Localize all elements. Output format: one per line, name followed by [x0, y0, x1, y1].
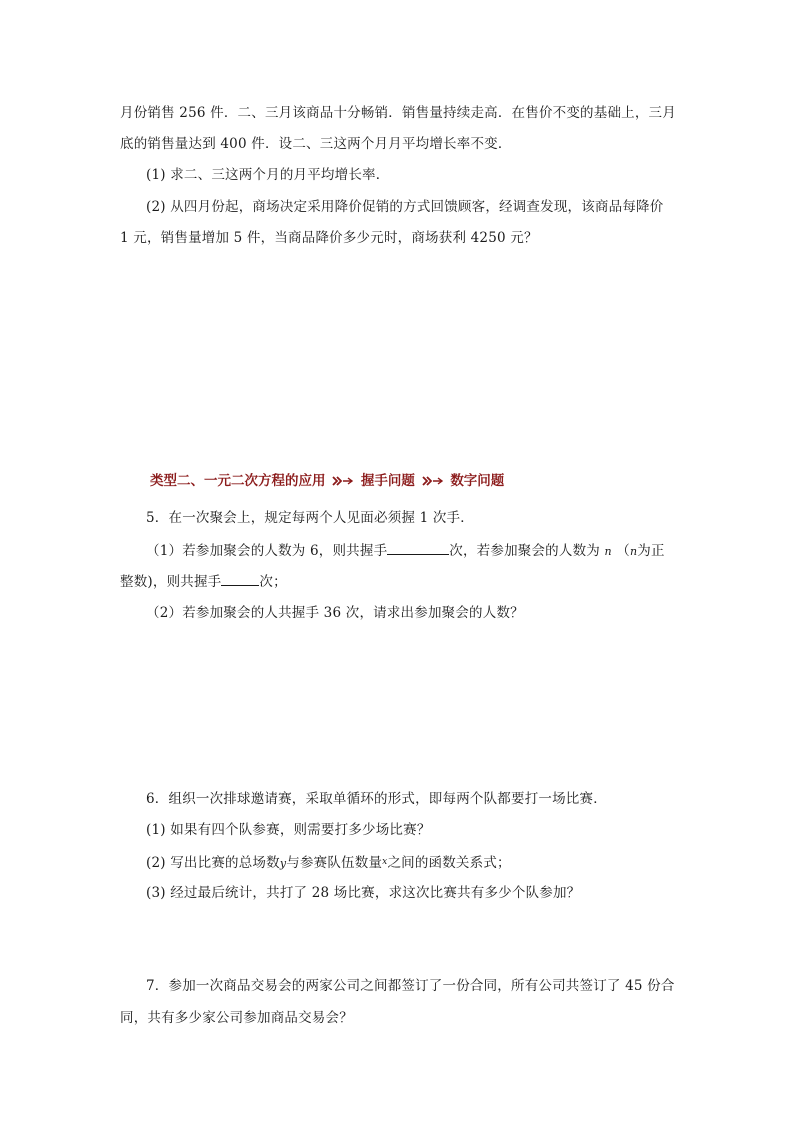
double-chevron-arrow-icon [332, 476, 354, 486]
problem6-q2-text-a: (2) 写出比赛的总场数 [146, 855, 280, 871]
problem4-question2-line1: (2) 从四月份起，商场决定采用降价促销的方式回馈顾客，经调查发现，该商品每降价 [146, 199, 664, 215]
problem6-q2-text-b: 与参赛队伍数量 [286, 855, 383, 871]
math-variable-n: n [629, 545, 638, 558]
problem4-question1: (1) 求二、三这两个月的月平均增长率． [146, 167, 390, 183]
section-heading-type: 类型二、一元二次方程的应用 [150, 473, 326, 489]
problem5-q1-text-b: 次，若参加聚会的人数为 [449, 543, 600, 559]
problem4-line2: 底的销售量达到 400 件．设二、三这两个月月平均增长率不变． [120, 136, 512, 152]
answer-blank[interactable] [387, 540, 449, 555]
double-chevron-arrow-icon [422, 476, 444, 486]
problem5-q1-text-d: 为正 [637, 543, 665, 559]
problem5-question1-line1 [146, 540, 665, 562]
problem6-stem: 6．组织一次排球邀请赛，采取单循环的形式，即每两个队都要打一场比赛． [146, 791, 607, 807]
problem7-line1: 7．参加一次商品交易会的两家公司之间都签订了一份合同，所有公司共签订了 45 份合 [146, 978, 675, 994]
problem4-question2-line2: 1 元，销售量增加 5 件，当商品降价多少元时，商场获利 4250 元？ [120, 230, 538, 246]
math-variable-n: n [604, 545, 612, 558]
section-heading-number: 数字问题 [450, 473, 505, 489]
problem6-question3: (3) 经过最后统计，共打了 28 场比赛，求这次比赛共有多少个队参加？ [146, 885, 581, 901]
problem6-question1: (1) 如果有四个队参赛，则需要打多少场比赛？ [146, 822, 431, 838]
problem5-question1-line2 [120, 571, 287, 592]
problem6-question2 [146, 852, 511, 874]
math-variable-x: x [382, 857, 388, 867]
problem5-q1-text-c: （ [616, 543, 630, 559]
problem5-q1-text-a: （1）若参加聚会的人数为 6，则共握手 [146, 543, 388, 559]
problem5-q1-text-e: 整数)，则共握手 [120, 574, 222, 590]
problem7-line2: 同，共有多少家公司参加商品交易会？ [120, 1010, 353, 1026]
section-heading [150, 471, 504, 491]
math-variable-y: y [279, 857, 287, 870]
problem5-stem: 5．在一次聚会上，规定每两个人见面必须握 1 次手． [146, 510, 474, 526]
answer-blank[interactable] [221, 571, 259, 586]
problem6-q2-text-c: 之间的函数关系式； [387, 855, 511, 871]
problem4-line1: 月份销售 256 件．二、三月该商品十分畅销．销售量持续走高．在售价不变的基础上，三月 [120, 105, 676, 121]
problem5-q1-text-f: 次； [259, 574, 287, 590]
problem5-question2: （2）若参加聚会的人共握手 36 次，请求出参加聚会的人数？ [146, 605, 524, 621]
section-heading-handshake: 握手问题 [360, 473, 415, 489]
